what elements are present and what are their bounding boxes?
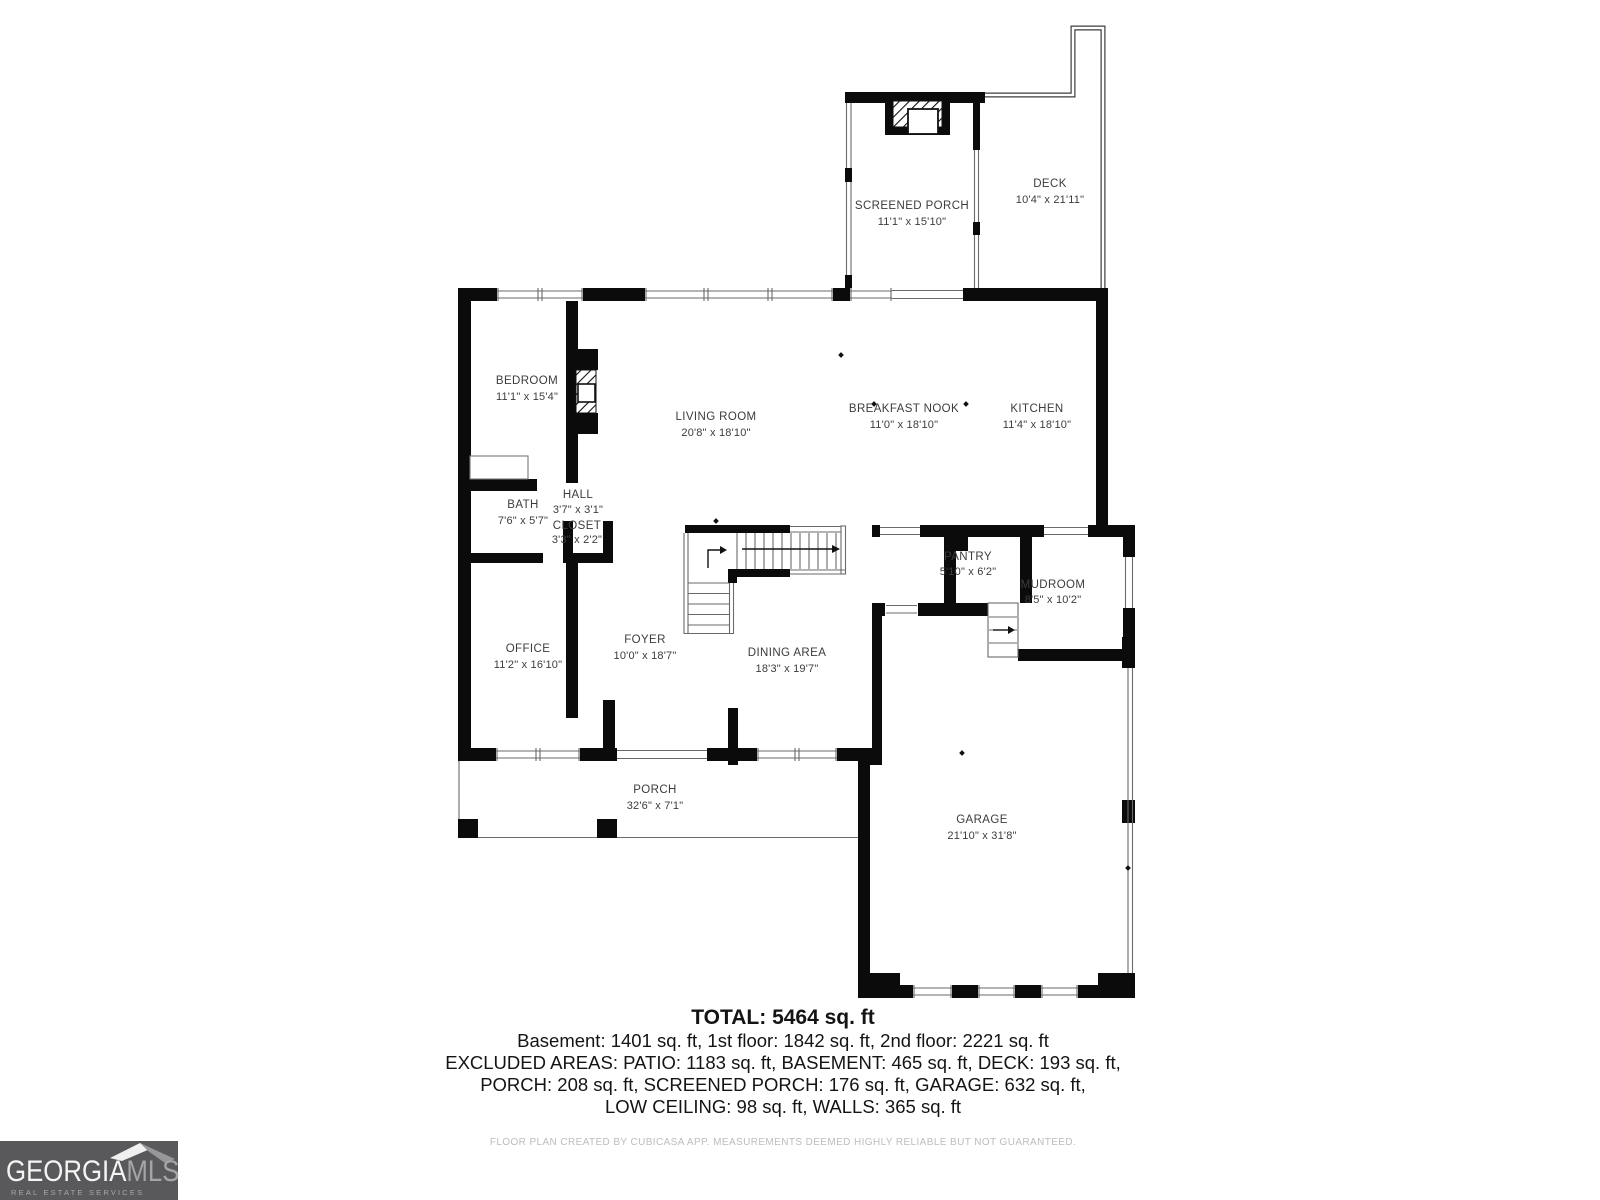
room-dims-closet: 3'3" x 2'2" <box>551 534 603 546</box>
room-dims-porch: 32'6" x 7'1" <box>626 800 684 812</box>
logo-wordmark <box>6 1155 179 1189</box>
logo-text-georgia: GEORGIA <box>6 1155 127 1188</box>
room-label-closet: CLOSET <box>552 520 602 532</box>
disclaimer-text: FLOOR PLAN CREATED BY CUBICASA APP. MEASUREMENTS DEEMED HIGHLY RELIABLE BUT NOT GUARANTEED. <box>489 1137 1077 1148</box>
room-labels <box>494 178 1086 842</box>
room-dims-hall: 3'7" x 3'1" <box>552 504 604 516</box>
door-opening-mudroom-top <box>1044 525 1088 537</box>
room-label-porch: PORCH <box>633 784 677 796</box>
room-label-bedroom: BEDROOM <box>495 375 559 387</box>
logo-text-mls: MLS <box>126 1155 180 1188</box>
room-dims-kitchen: 11'4" x 18'10" <box>1002 419 1072 431</box>
screened-porch-left-screen <box>845 103 852 288</box>
exterior-walls <box>458 288 1135 998</box>
room-label-breakfast-nook: BREAKFAST NOOK <box>848 403 960 415</box>
stair-direction-arrows <box>708 545 840 568</box>
window <box>497 288 583 301</box>
room-label-living-room: LIVING ROOM <box>675 411 757 423</box>
georgia-mls-logo <box>0 1141 178 1200</box>
excluded-areas-1: EXCLUDED AREAS: PATIO: 1183 sq. ft, BASEMENT: 465 sq. ft, DECK: 193 sq. ft, <box>445 1052 1121 1073</box>
excluded-areas-2: PORCH: 208 sq. ft, SCREENED PORCH: 176 sq. ft, GARAGE: 632 sq. ft, <box>480 1074 1086 1095</box>
room-label-kitchen: KITCHEN <box>1010 403 1064 415</box>
floor-areas: Basement: 1401 sq. ft, 1st floor: 1842 sq. ft, 2nd floor: 2221 sq. ft <box>517 1030 1049 1051</box>
room-dims-foyer: 10'0" x 18'7" <box>613 650 677 662</box>
window <box>913 985 952 998</box>
screened-porch-structure <box>845 92 985 288</box>
porch-post <box>458 819 478 838</box>
room-dims-garage: 21'10" x 31'8" <box>947 830 1017 842</box>
garage-door-windows <box>913 985 1078 998</box>
living-room-fireplace <box>576 349 598 434</box>
windows-bottom-wall <box>496 748 837 761</box>
deck-outline <box>985 28 1103 288</box>
room-label-hall: HALL <box>562 489 594 501</box>
screened-porch-fireplace <box>885 92 950 135</box>
room-label-dining-area: DINING AREA <box>747 647 827 659</box>
stair-treads-upper <box>737 533 836 569</box>
front-entry-opening <box>617 748 707 761</box>
window <box>850 288 892 301</box>
room-label-garage: GARAGE <box>956 814 1008 826</box>
room-dims-office: 11'2" x 16'10" <box>493 659 563 671</box>
window <box>645 288 833 301</box>
room-dims-breakfast-nook: 11'0" x 18'10" <box>869 419 939 431</box>
door-opening-mudroom-right <box>1123 557 1135 608</box>
window <box>978 985 1015 998</box>
door-opening-vestibule-top <box>880 525 920 537</box>
room-dims-dining-area: 18'3" x 19'7" <box>755 663 819 675</box>
window <box>757 748 837 761</box>
room-dims-bedroom: 11'1" x 15'4" <box>495 391 559 403</box>
logo-tagline: REAL ESTATE SERVICES <box>11 1188 145 1197</box>
windows-top-wall <box>497 288 963 301</box>
mudroom-steps <box>988 603 1018 657</box>
door-opening-garage-hall <box>886 603 917 616</box>
room-label-bath: BATH <box>507 499 539 511</box>
room-label-pantry: PANTRY <box>944 551 992 563</box>
area-summary <box>283 1006 1283 1118</box>
room-label-mudroom: MUDROOM <box>1020 579 1086 591</box>
window <box>496 748 580 761</box>
staircase <box>684 526 846 634</box>
stair-treads-lower <box>684 533 734 634</box>
excluded-areas-3: LOW CEILING: 98 sq. ft, WALLS: 365 sq. ft <box>604 1096 962 1117</box>
window <box>1041 985 1078 998</box>
interior-door-openings <box>880 525 1135 616</box>
screened-porch-right-screen <box>973 92 980 288</box>
room-label-screened-porch: SCREENED PORCH <box>854 200 970 212</box>
room-dims-deck: 10'4" x 21'11" <box>1015 194 1085 206</box>
room-dims-pantry: 5'10" x 6'2" <box>939 566 997 578</box>
porch-post <box>597 819 617 838</box>
total-area: TOTAL: 5464 sq. ft <box>691 1006 875 1029</box>
door-opening-screened-porch <box>892 288 963 301</box>
room-dims-screened-porch: 11'1" x 15'10" <box>877 216 947 228</box>
room-dims-living-room: 20'8" x 18'10" <box>681 427 751 439</box>
room-label-deck: DECK <box>1033 178 1067 190</box>
room-label-foyer: FOYER <box>624 634 666 646</box>
room-dims-bath: 7'6" x 5'7" <box>497 515 549 527</box>
room-dims-mudroom: 8'5" x 10'2" <box>1024 594 1082 606</box>
bedroom-closet-nook <box>470 456 528 479</box>
room-label-office: OFFICE <box>505 643 551 655</box>
